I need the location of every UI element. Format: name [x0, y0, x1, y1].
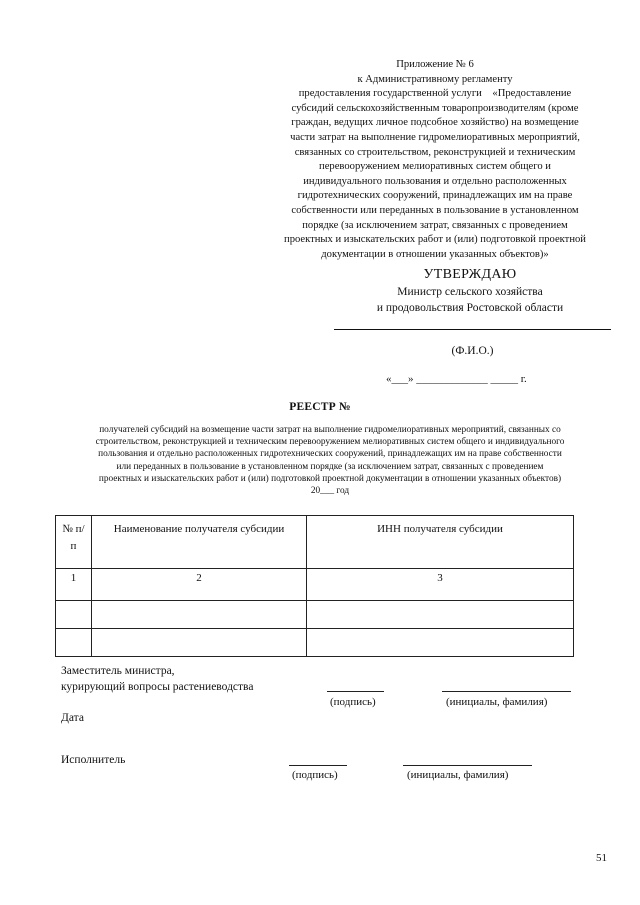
table-row [56, 601, 574, 629]
table-cell[interactable] [56, 601, 92, 629]
deputy-signature-line[interactable] [327, 691, 384, 692]
annex-line: к Административному регламенту [357, 73, 513, 85]
header-number: № п/п [56, 516, 92, 569]
approval-title: УТВЕРЖДАЮ [423, 267, 517, 282]
annex-line: Приложение № 6 [396, 59, 474, 70]
annex-line: индивидуального пользования и отдельно расположенных [303, 175, 567, 187]
approval-position-line2: и продовольствия Ростовской области [376, 302, 564, 314]
description-line: 20___ год [310, 486, 350, 497]
table-header-row [56, 516, 574, 569]
table-cell: 3 [307, 569, 574, 601]
table-cell[interactable] [307, 629, 574, 657]
deputy-initials-label: (инициалы, фамилия) [446, 696, 548, 708]
table-cell[interactable] [92, 629, 307, 657]
deputy-minister-label: Заместитель министра, [61, 665, 175, 677]
deputy-signature-label: (подпись) [330, 696, 376, 708]
description-line: проектных и изыскательских работ и (или) подготовкой проектной документации в отношении указанных объектов) [98, 473, 562, 484]
description-line: или переданных в пользование в установленном порядке (за исключением затрат, связанных с проведением [116, 461, 544, 472]
description-line: пользования и отдельно расположенных гидротехнических сооружений, принадлежащих им на праве собственности [98, 449, 562, 460]
annex-line: связанных со строительством, реконструкцией и техническим [294, 146, 576, 158]
deputy-minister-role: курирующий вопросы растениеводства [61, 681, 254, 693]
annex-line: документации в отношении указанных объектов)» [321, 248, 549, 260]
table-row [56, 569, 574, 601]
header-recipient-name: Наименование получателя субсидии [92, 516, 307, 569]
executor-label: Исполнитель [61, 754, 126, 766]
date-label: Дата [61, 712, 84, 724]
annex-line: собственности или переданных в пользование в установленном [291, 204, 579, 216]
registry-description [60, 424, 600, 497]
registry-title: РЕЕСТР № [289, 401, 351, 413]
registry-table [55, 515, 574, 657]
page-number: 51 [596, 852, 607, 864]
annex-line: субсидий сельскохозяйственным товаропроизводителям (кроме [291, 102, 579, 114]
approval-fio-label: (Ф.И.О.) [451, 345, 494, 357]
executor-initials-label: (инициалы, фамилия) [407, 769, 509, 781]
table-cell: 2 [92, 569, 307, 601]
annex-line: порядке (за исключением затрат, связанных с проведением [302, 219, 568, 231]
approval-block [340, 266, 600, 316]
annex-line: проектных и изыскательских работ и (или) подготовкой проектной [284, 234, 586, 246]
header-recipient-inn: ИНН получателя субсидии [307, 516, 574, 569]
annex-line: перевооружением мелиоративных систем общего и [319, 161, 551, 173]
approval-date: «___» _____________ _____ г. [386, 373, 527, 385]
table-cell[interactable] [56, 629, 92, 657]
table-cell[interactable] [92, 601, 307, 629]
executor-signature-line[interactable] [289, 765, 347, 766]
description-line: строительством, реконструкцией и техническим перевооружением мелиоративных систем общего и индивидуального [95, 437, 565, 448]
approval-signature-line [334, 329, 611, 330]
executor-signature-label: (подпись) [292, 769, 338, 781]
table-cell[interactable] [307, 601, 574, 629]
annex-line: предоставления государственной услуги «Предоставление [298, 88, 572, 100]
annex-line: гидротехнических сооружений, принадлежащих им на праве [297, 190, 573, 202]
approval-position-line1: Министр сельского хозяйства [397, 286, 543, 298]
deputy-initials-line[interactable] [442, 691, 571, 692]
table-row [56, 629, 574, 657]
annex-header [260, 58, 610, 262]
annex-line: граждан, ведущих личное подсобное хозяйство) на возмещение [291, 117, 579, 129]
executor-initials-line[interactable] [403, 765, 532, 766]
description-line: получателей субсидий на возмещение части затрат на выполнение гидромелиоративных мероприятий, связанных со [99, 425, 561, 435]
annex-line: части затрат на выполнение гидромелиоративных мероприятий, [290, 131, 580, 143]
table-cell: 1 [56, 569, 92, 601]
